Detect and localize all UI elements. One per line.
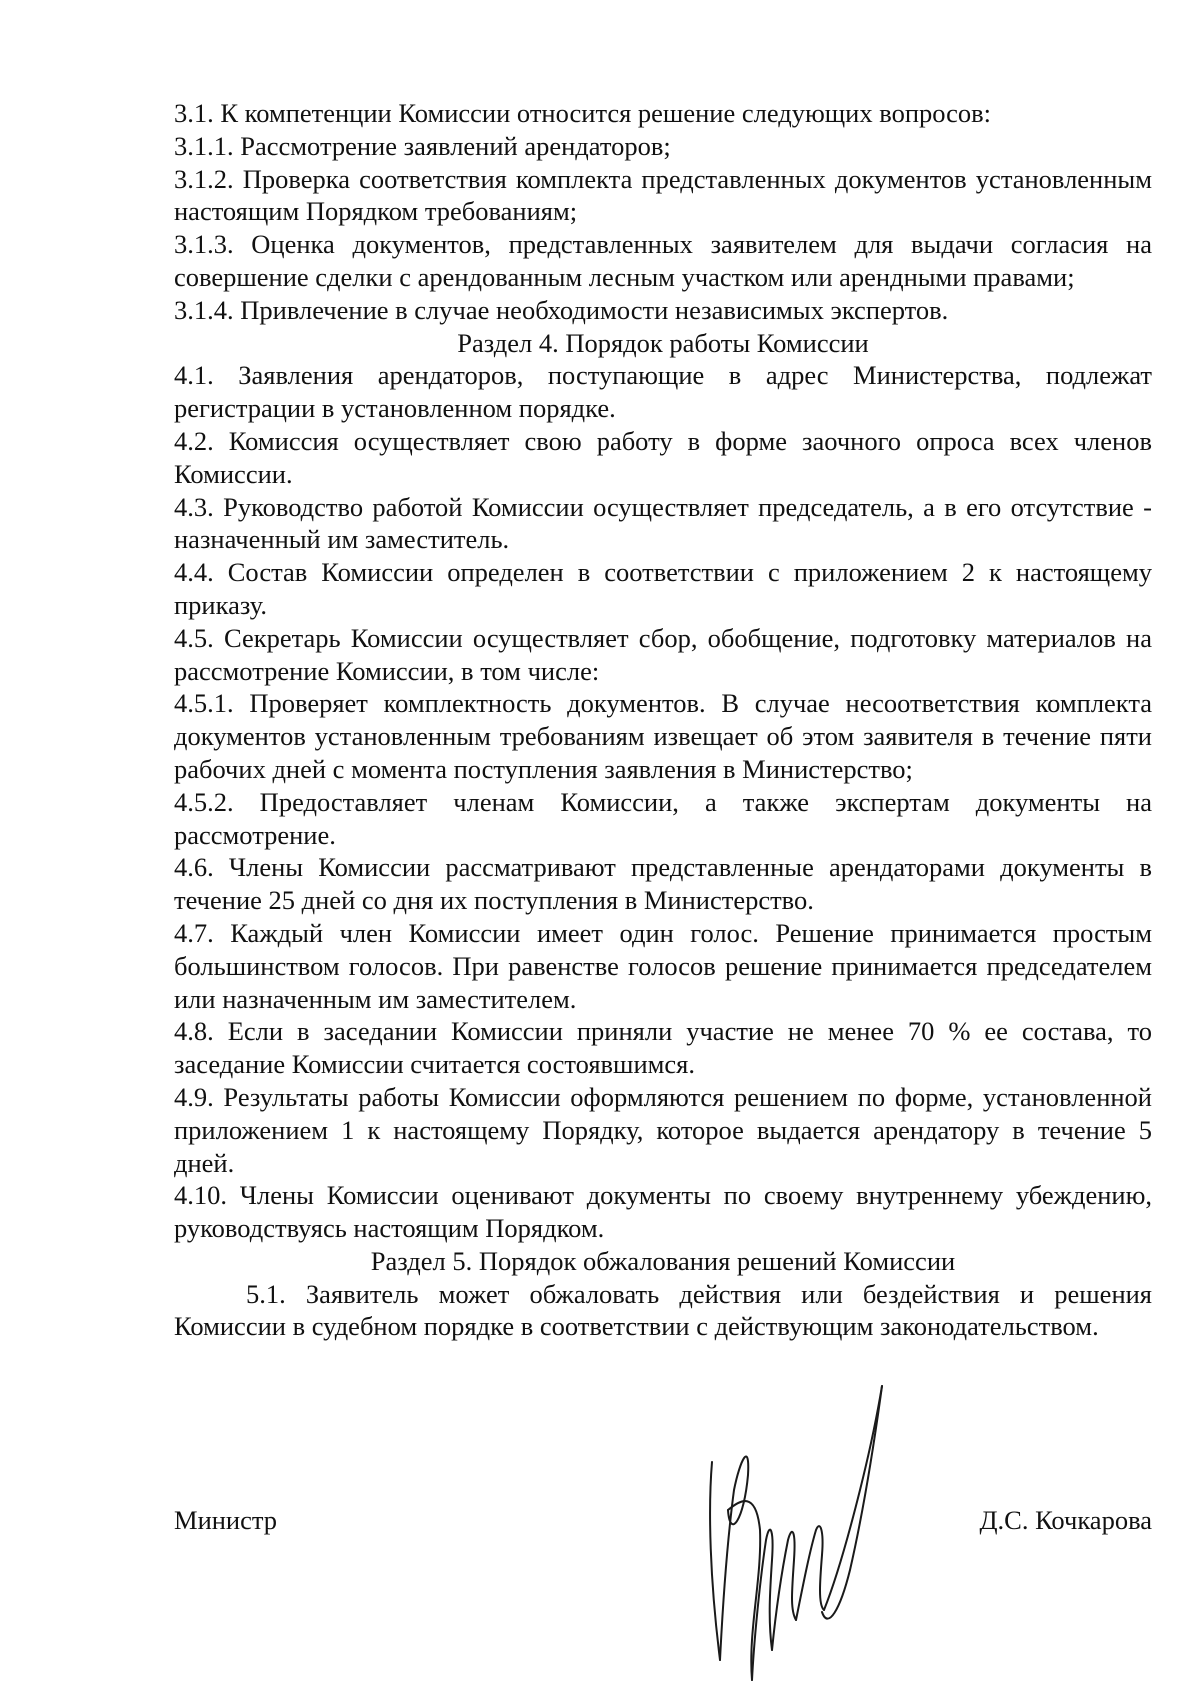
- document-paragraph: 4.4. Состав Комиссии определен в соответствии с приложением 2 к настоящему приказу.: [174, 557, 1152, 620]
- document-paragraph: 5.1. Заявитель может обжаловать действия или бездействия и решения Комиссии в судебном порядке в соответствии с действующим законодательством.: [174, 1278, 1152, 1342]
- document-paragraph: 4.10. Члены Комиссии оценивают документы по своему внутреннему убеждению, руководствуясь настоящим Порядком.: [174, 1180, 1152, 1244]
- signatory-name: Д.С. Кочкарова: [979, 1505, 1152, 1535]
- document-paragraph: 3.1.4. Привлечение в случае необходимости независимых экспертов.: [174, 294, 949, 325]
- document-paragraph: 4.8. Если в заседании Комиссии приняли участие не менее 70 % ее состава, то заседание Комиссии считается состоявшимся.: [174, 1016, 1152, 1080]
- document-paragraph: 4.3. Руководство работой Комиссии осуществляет председатель, а в его отсутствие - назначенный им заместитель.: [174, 491, 1152, 555]
- document-paragraph: 4.7. Каждый член Комиссии имеет один голос. Решение принимается простым большинством голосов. При равенстве голосов решение принимается председателем или назначенным им заместителем.: [174, 917, 1152, 1014]
- section-heading: Раздел 5. Порядок обжалования решений Комиссии: [370, 1245, 956, 1276]
- document-paragraph: 3.1.2. Проверка соответствия комплекта представленных документов установленным настоящим Порядком требованиям;: [174, 163, 1152, 227]
- document-paragraph: 4.5.1. Проверяет комплектность документов. В случае несоответствия комплекта документов установленным требованиям извещает об этом заявителя в течение пяти рабочих дней с момента поступления заявления в Министерство;: [174, 688, 1152, 784]
- document-paragraph: 4.1. Заявления арендаторов, поступающие в адрес Министерства, подлежат регистрации в установленном порядке.: [174, 360, 1152, 424]
- document-paragraph: 4.9. Результаты работы Комиссии оформляются решением по форме, установленной приложением 1 к настоящему Порядку, которое выдается арендатору в течение 5 дней.: [174, 1081, 1152, 1178]
- document-paragraph: 4.6. Члены Комиссии рассматривают представленные арендаторами документы в течение 25 дней со дня их поступления в Министерство.: [174, 852, 1152, 916]
- document-paragraph: 4.5.2. Предоставляет членам Комиссии, а также экспертам документы на рассмотрение.: [174, 786, 1152, 850]
- document-paragraph: 4.2. Комиссия осуществляет свою работу в форме заочного опроса всех членов Комиссии.: [174, 425, 1152, 489]
- signatory-title: Министр: [174, 1505, 278, 1535]
- document-paragraph: 3.1. К компетенции Комиссии относится решение следующих вопросов:: [174, 98, 992, 128]
- document-paragraph: 3.1.3. Оценка документов, представленных заявителем для выдачи согласия на совершение сделки с арендованным лесным участком или арендными правами;: [174, 229, 1152, 292]
- document-paragraph: 4.5. Секретарь Комиссии осуществляет сбор, обобщение, подготовку материалов на рассмотрение Комиссии, в том числе:: [174, 622, 1152, 686]
- document-paragraph: 3.1.1. Рассмотрение заявлений арендаторов;: [174, 130, 671, 161]
- handwritten-signature: [700, 1380, 920, 1690]
- signature-block: [174, 1505, 1152, 1545]
- section-heading: Раздел 4. Порядок работы Комиссии: [457, 327, 869, 358]
- document-body: [174, 97, 1152, 1343]
